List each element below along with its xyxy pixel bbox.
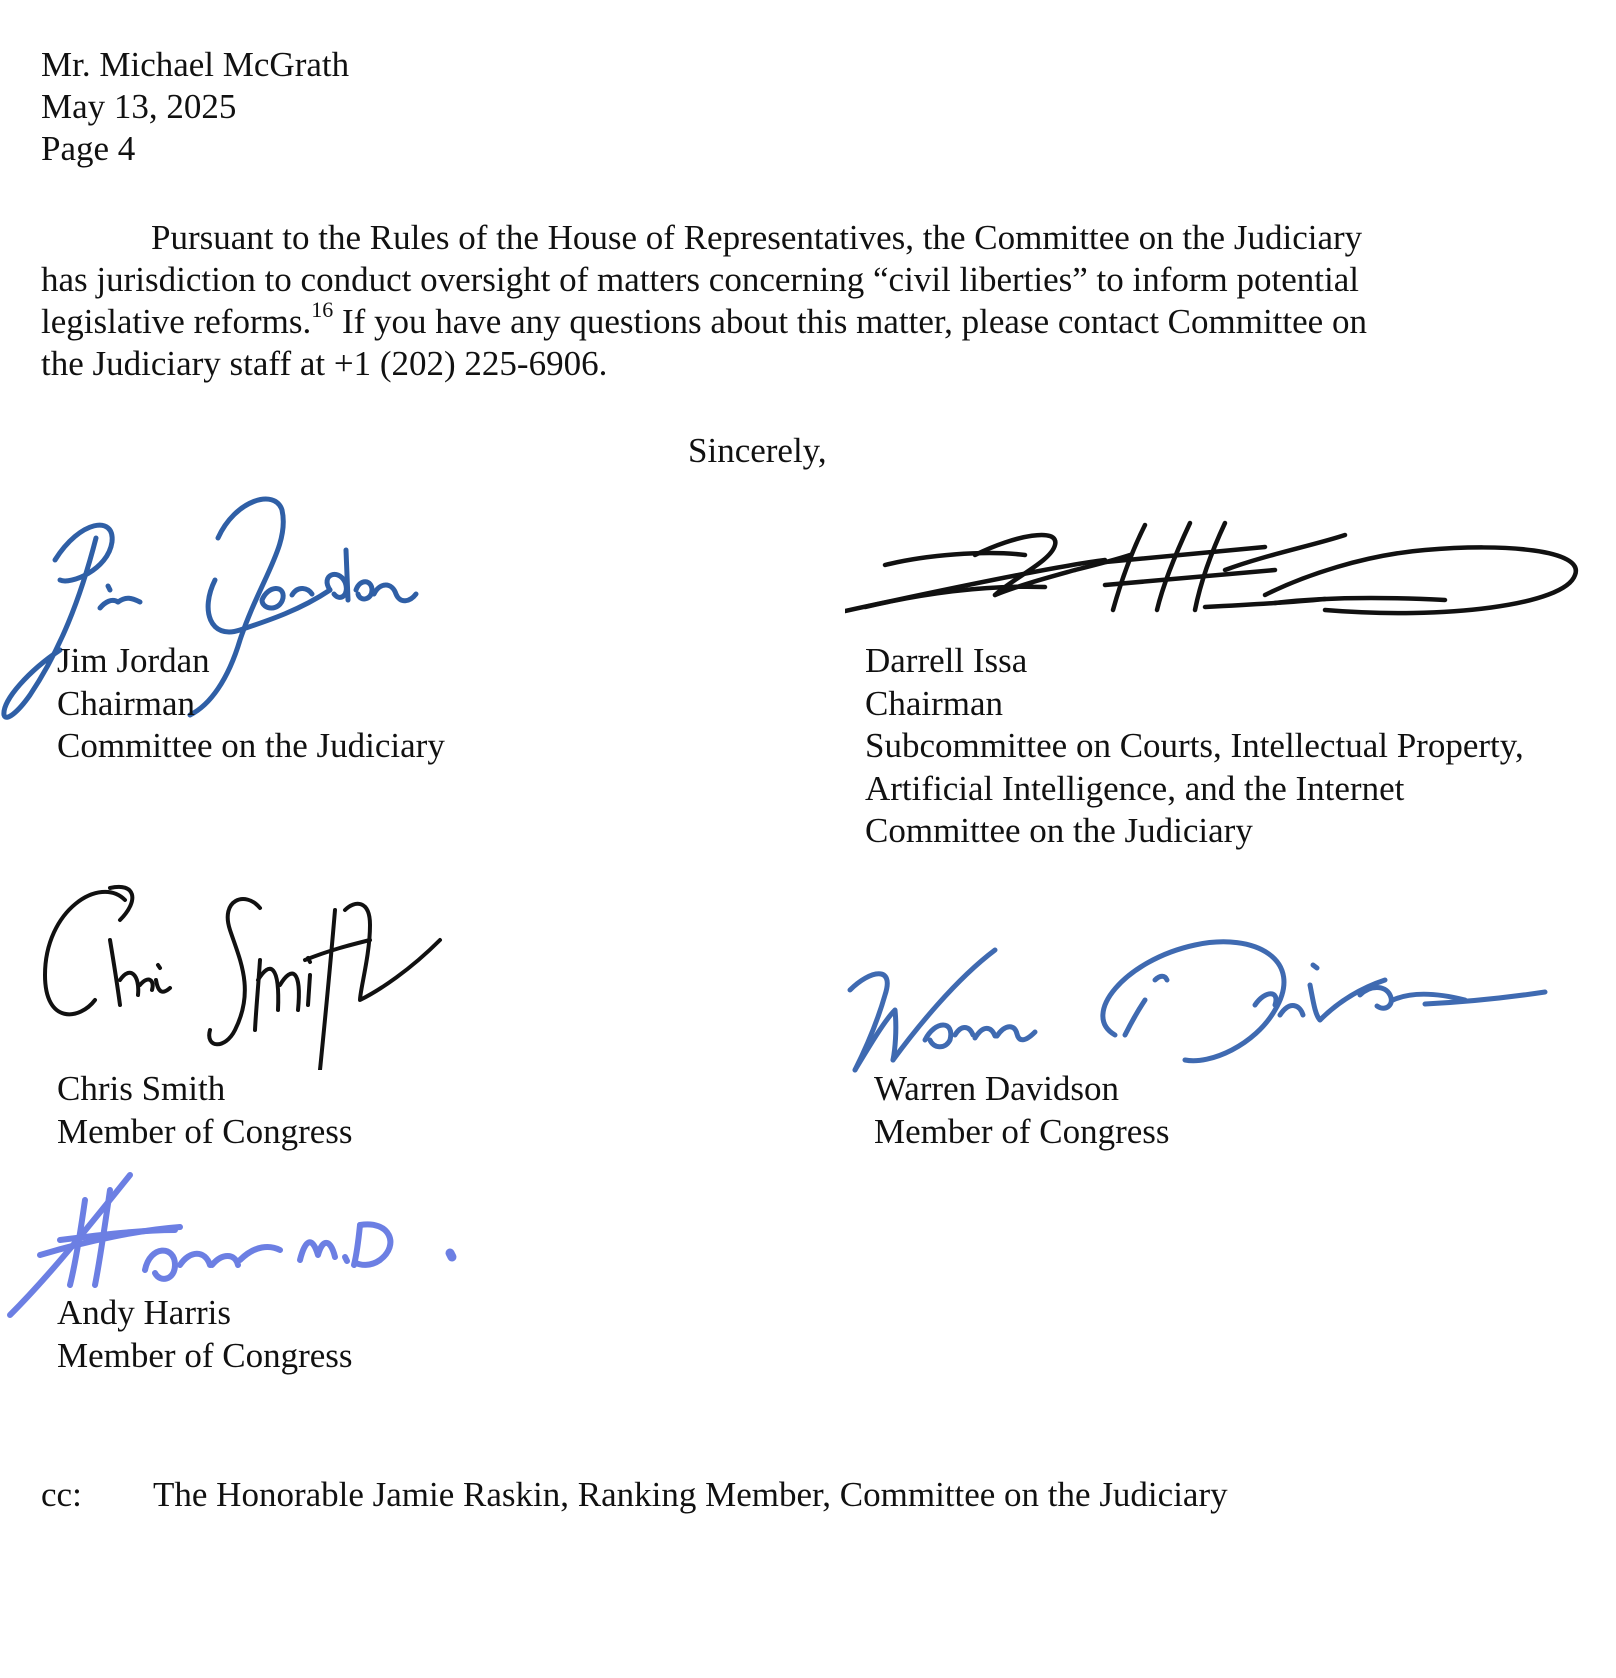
signatory-jim-jordan [57, 640, 445, 768]
body-paragraph [41, 217, 1461, 385]
body-line-1: Pursuant to the Rules of the House of Representatives, the Committee on the Judiciary [151, 218, 1363, 257]
signatory-andy-harris [57, 1292, 353, 1377]
letter-date: May 13, 2025 [41, 87, 237, 126]
signatory-title: Member of Congress [874, 1111, 1170, 1151]
cc-recipient: The Honorable Jamie Raskin, Ranking Member, Committee on the Judiciary [153, 1475, 1228, 1514]
footnote-marker: 16 [311, 297, 334, 323]
letter-header [41, 44, 349, 170]
closing-salutation: Sincerely, [688, 431, 827, 470]
signature-chris-smith [40, 880, 450, 1070]
signatory-warren-davidson [874, 1068, 1170, 1153]
signatory-title: Member of Congress [57, 1111, 353, 1151]
body-line [41, 297, 1461, 343]
signature-warren-davidson [825, 920, 1565, 1090]
body-line [41, 217, 1461, 259]
signatory-name: Chris Smith [57, 1069, 226, 1108]
body-line-4: the Judiciary staff at +1 (202) 225-6906. [41, 344, 608, 383]
page-number: Page 4 [41, 129, 136, 168]
signatory-name: Warren Davidson [874, 1069, 1120, 1108]
signatory-name: Andy Harris [57, 1293, 231, 1332]
body-line-3-start: legislative reforms. [41, 302, 312, 341]
signature-darrell-issa [845, 515, 1585, 630]
signatory-org: Committee on the Judiciary [865, 811, 1253, 850]
signatory-title: Chairman [865, 683, 1004, 723]
signatory-org: Subcommittee on Courts, Intellectual Property, [865, 726, 1524, 765]
signatory-org: Artificial Intelligence, and the Internet [865, 768, 1405, 808]
recipient-name: Mr. Michael McGrath [41, 45, 350, 84]
signatory-org: Committee on the Judiciary [57, 726, 445, 765]
cc-label: cc: [41, 1475, 82, 1514]
signatory-title: Member of Congress [57, 1335, 353, 1375]
signatory-name: Darrell Issa [865, 641, 1028, 680]
signatory-title: Chairman [57, 683, 196, 723]
body-line-3-end: If you have any questions about this matter, please contact Committee on [333, 302, 1367, 341]
signatory-chris-smith [57, 1068, 353, 1153]
cc-line [41, 1474, 1228, 1516]
body-line-2: has jurisdiction to conduct oversight of matters concerning “civil liberties” to inform potential [41, 260, 1359, 299]
signatory-name: Jim Jordan [57, 641, 210, 680]
signatory-darrell-issa [865, 640, 1524, 853]
